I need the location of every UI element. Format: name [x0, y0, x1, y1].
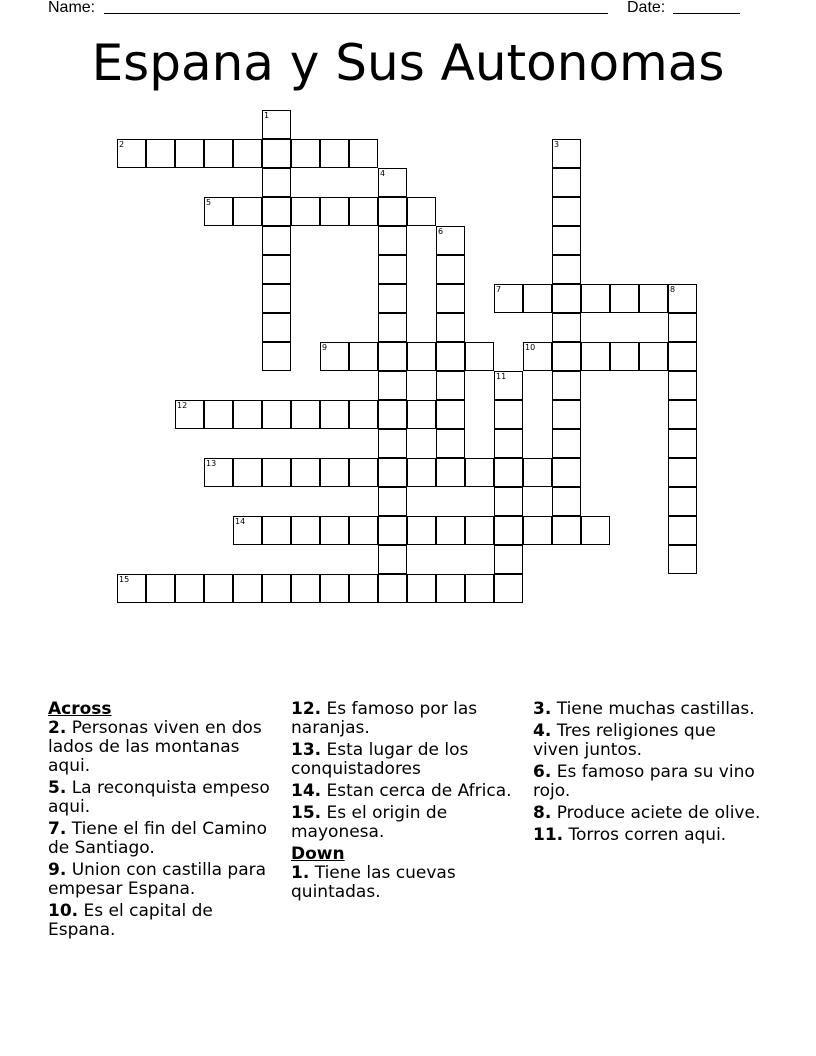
clue-across-12: [291, 700, 523, 738]
clue-number: 15.: [291, 803, 322, 823]
grid-cell[interactable]: [552, 226, 581, 255]
grid-cell[interactable]: [407, 342, 436, 371]
clue-text: La reconquista empeso aqui.: [48, 778, 270, 817]
grid-cell[interactable]: [552, 371, 581, 400]
grid-cell[interactable]: [349, 574, 378, 603]
grid-cell[interactable]: [581, 342, 610, 371]
grid-cell[interactable]: [436, 516, 465, 545]
grid-cell[interactable]: [552, 458, 581, 487]
cell-number: 14: [235, 517, 246, 526]
grid-cell[interactable]: [668, 371, 697, 400]
grid-cell[interactable]: [407, 458, 436, 487]
grid-cell[interactable]: [494, 400, 523, 429]
clue-text: Torros corren aqui.: [568, 825, 727, 845]
cell-number: 8: [670, 285, 676, 294]
clue-text: Es el capital de Espana.: [48, 901, 213, 940]
grid-cell[interactable]: [262, 313, 291, 342]
grid-cell[interactable]: [436, 429, 465, 458]
grid-cell[interactable]: [320, 342, 349, 371]
clue-number: 5.: [48, 778, 67, 798]
grid-cell[interactable]: [436, 400, 465, 429]
grid-cell[interactable]: [378, 342, 407, 371]
grid-cell[interactable]: [552, 284, 581, 313]
grid-cell[interactable]: [262, 458, 291, 487]
grid-cell[interactable]: [349, 197, 378, 226]
clue-across-15: [291, 804, 523, 842]
grid-cell[interactable]: [494, 284, 523, 313]
grid-cell[interactable]: [552, 429, 581, 458]
grid-cell[interactable]: [378, 197, 407, 226]
grid-cell[interactable]: [494, 371, 523, 400]
clue-number: 8.: [533, 803, 552, 823]
grid-cell[interactable]: [349, 342, 378, 371]
grid-cell[interactable]: [552, 197, 581, 226]
clue-text: Estan cerca de Africa.: [326, 781, 512, 801]
grid-cell[interactable]: [552, 313, 581, 342]
grid-cell[interactable]: [291, 516, 320, 545]
clue-number: 2.: [48, 718, 67, 738]
grid-cell[interactable]: [204, 197, 233, 226]
grid-cell[interactable]: [436, 255, 465, 284]
clue-text: Produce aciete de olive.: [556, 803, 761, 823]
grid-cell[interactable]: [320, 139, 349, 168]
grid-cell[interactable]: [378, 516, 407, 545]
grid-cell[interactable]: [523, 458, 552, 487]
grid-cell[interactable]: [436, 313, 465, 342]
grid-cell[interactable]: [610, 342, 639, 371]
grid-cell[interactable]: [494, 516, 523, 545]
grid-cell[interactable]: [639, 342, 668, 371]
grid-cell[interactable]: [494, 429, 523, 458]
clue-text: Tiene el fin del Camino de Santiago.: [48, 819, 267, 858]
grid-cell[interactable]: [262, 168, 291, 197]
clue-down-3: [533, 700, 765, 719]
cell-number: 10: [525, 343, 536, 352]
grid-cell[interactable]: [465, 458, 494, 487]
grid-cell[interactable]: [436, 371, 465, 400]
clue-text: Tres religiones que viven juntos.: [533, 721, 716, 760]
clue-number: 9.: [48, 860, 67, 880]
grid-cell[interactable]: [175, 400, 204, 429]
clue-across-14: [291, 782, 523, 801]
clue-number: 3.: [533, 699, 552, 719]
cell-number: 9: [322, 343, 328, 352]
grid-cell[interactable]: [233, 139, 262, 168]
clue-text: Es famoso para su vino rojo.: [533, 762, 755, 801]
grid-cell[interactable]: [349, 458, 378, 487]
clue-down-6: [533, 763, 765, 801]
grid-cell[interactable]: [668, 400, 697, 429]
grid-cell[interactable]: [204, 458, 233, 487]
grid-cell[interactable]: [378, 371, 407, 400]
cell-number: 1: [264, 111, 270, 120]
clue-down-1: [291, 864, 523, 902]
grid-cell[interactable]: [378, 313, 407, 342]
clue-across-9: [48, 861, 280, 899]
cell-number: 11: [496, 372, 507, 381]
clue-number: 1.: [291, 863, 310, 883]
grid-cell[interactable]: [262, 284, 291, 313]
cell-number: 5: [206, 198, 212, 207]
grid-cell[interactable]: [465, 574, 494, 603]
grid-cell[interactable]: [349, 139, 378, 168]
grid-cell[interactable]: [552, 516, 581, 545]
clue-text: Personas viven en dos lados de las montanas aqui.: [48, 718, 262, 776]
grid-cell[interactable]: [668, 458, 697, 487]
grid-cell[interactable]: [320, 516, 349, 545]
across-heading: Across: [48, 699, 112, 719]
cell-number: 2: [119, 140, 125, 149]
clue-across-10: [48, 902, 280, 940]
grid-cell[interactable]: [378, 429, 407, 458]
grid-cell[interactable]: [552, 487, 581, 516]
grid-cell[interactable]: [349, 516, 378, 545]
cell-number: 7: [496, 285, 502, 294]
grid-cell[interactable]: [204, 400, 233, 429]
grid-cell[interactable]: [233, 458, 262, 487]
grid-cell[interactable]: [552, 168, 581, 197]
grid-cell[interactable]: [552, 342, 581, 371]
clue-down-8: [533, 804, 765, 823]
clue-number: 10.: [48, 901, 79, 921]
grid-cell[interactable]: [668, 545, 697, 574]
grid-cell[interactable]: [465, 516, 494, 545]
grid-cell[interactable]: [668, 313, 697, 342]
grid-cell[interactable]: [494, 487, 523, 516]
grid-cell[interactable]: [175, 574, 204, 603]
page-title: Espana y Sus Autonomas: [91, 34, 725, 92]
grid-cell[interactable]: [581, 284, 610, 313]
grid-cell[interactable]: [262, 226, 291, 255]
grid-cell[interactable]: [494, 574, 523, 603]
clue-number: 7.: [48, 819, 67, 839]
grid-cell[interactable]: [233, 197, 262, 226]
grid-cell[interactable]: [204, 574, 233, 603]
grid-cell[interactable]: [233, 400, 262, 429]
clue-number: 6.: [533, 762, 552, 782]
grid-cell[interactable]: [523, 284, 552, 313]
grid-cell[interactable]: [291, 197, 320, 226]
clue-text: Es famoso por las naranjas.: [291, 699, 478, 738]
grid-cell[interactable]: [378, 574, 407, 603]
clue-across-2: [48, 719, 280, 776]
grid-cell[interactable]: [436, 284, 465, 313]
clues-column-3: [533, 700, 765, 848]
grid-cell[interactable]: [378, 226, 407, 255]
grid-cell[interactable]: [668, 342, 697, 371]
clue-text: Tiene las cuevas quintadas.: [291, 863, 456, 902]
grid-cell[interactable]: [378, 255, 407, 284]
grid-cell[interactable]: [262, 110, 291, 139]
grid-cell[interactable]: [523, 516, 552, 545]
grid-cell[interactable]: [552, 139, 581, 168]
date-label: Date:: [627, 0, 666, 16]
grid-cell[interactable]: [291, 139, 320, 168]
grid-cell[interactable]: [291, 400, 320, 429]
grid-cell[interactable]: [436, 342, 465, 371]
grid-cell[interactable]: [436, 226, 465, 255]
grid-cell[interactable]: [320, 197, 349, 226]
grid-cell[interactable]: [639, 284, 668, 313]
grid-cell[interactable]: [146, 574, 175, 603]
grid-cell[interactable]: [262, 139, 291, 168]
grid-cell[interactable]: [320, 574, 349, 603]
clue-text: Tiene muchas castillas.: [556, 699, 755, 719]
down-heading: Down: [291, 844, 345, 864]
grid-cell[interactable]: [262, 400, 291, 429]
grid-cell[interactable]: [407, 400, 436, 429]
grid-cell[interactable]: [436, 574, 465, 603]
grid-cell[interactable]: [668, 487, 697, 516]
grid-cell[interactable]: [668, 284, 697, 313]
grid-cell[interactable]: [262, 574, 291, 603]
grid-cell[interactable]: [378, 487, 407, 516]
grid-cell[interactable]: [291, 574, 320, 603]
grid-cell[interactable]: [407, 197, 436, 226]
clue-text: Union con castilla para empesar Espana.: [48, 860, 267, 899]
grid-cell[interactable]: [552, 255, 581, 284]
cell-number: 6: [438, 227, 444, 236]
cell-number: 13: [206, 459, 217, 468]
grid-cell[interactable]: [494, 458, 523, 487]
name-label: Name:: [48, 0, 96, 16]
grid-cell[interactable]: [233, 516, 262, 545]
grid-cell[interactable]: [378, 400, 407, 429]
clue-number: 13.: [291, 740, 322, 760]
cell-number: 15: [119, 575, 130, 584]
clue-down-11: [533, 826, 765, 845]
clues-column-2: [291, 700, 523, 905]
clue-number: 14.: [291, 781, 322, 801]
cell-number: 12: [177, 401, 188, 410]
grid-cell[interactable]: [436, 458, 465, 487]
grid-cell[interactable]: [668, 429, 697, 458]
grid-cell[interactable]: [262, 197, 291, 226]
grid-cell[interactable]: [320, 400, 349, 429]
grid-cell[interactable]: [465, 342, 494, 371]
clue-text: Esta lugar de los conquistadores: [291, 740, 469, 779]
clues-column-1: [48, 700, 280, 943]
grid-cell[interactable]: [262, 342, 291, 371]
grid-cell[interactable]: [552, 400, 581, 429]
grid-cell[interactable]: [320, 458, 349, 487]
grid-cell[interactable]: [262, 516, 291, 545]
clue-number: 4.: [533, 721, 552, 741]
grid-cell[interactable]: [204, 139, 233, 168]
grid-cell[interactable]: [407, 516, 436, 545]
grid-cell[interactable]: [117, 574, 146, 603]
grid-cell[interactable]: [262, 255, 291, 284]
grid-cell[interactable]: [291, 458, 320, 487]
clue-number: 11.: [533, 825, 564, 845]
clue-text: Es el origin de mayonesa.: [291, 803, 448, 842]
clue-across-7: [48, 820, 280, 858]
grid-cell[interactable]: [349, 400, 378, 429]
grid-cell[interactable]: [668, 516, 697, 545]
grid-cell[interactable]: [523, 342, 552, 371]
grid-cell[interactable]: [494, 545, 523, 574]
grid-cell[interactable]: [117, 139, 146, 168]
clue-number: 12.: [291, 699, 322, 719]
grid-cell[interactable]: [378, 545, 407, 574]
grid-cell[interactable]: [175, 139, 204, 168]
grid-cell[interactable]: [233, 574, 262, 603]
grid-cell[interactable]: [610, 284, 639, 313]
grid-cell[interactable]: [378, 458, 407, 487]
clue-across-13: [291, 741, 523, 779]
grid-cell[interactable]: [378, 284, 407, 313]
cell-number: 4: [380, 169, 386, 178]
grid-cell[interactable]: [407, 574, 436, 603]
cell-number: 3: [554, 140, 560, 149]
grid-cell[interactable]: [581, 516, 610, 545]
grid-cell[interactable]: [146, 139, 175, 168]
clue-down-4: [533, 722, 765, 760]
grid-cell[interactable]: [378, 168, 407, 197]
clue-across-5: [48, 779, 280, 817]
